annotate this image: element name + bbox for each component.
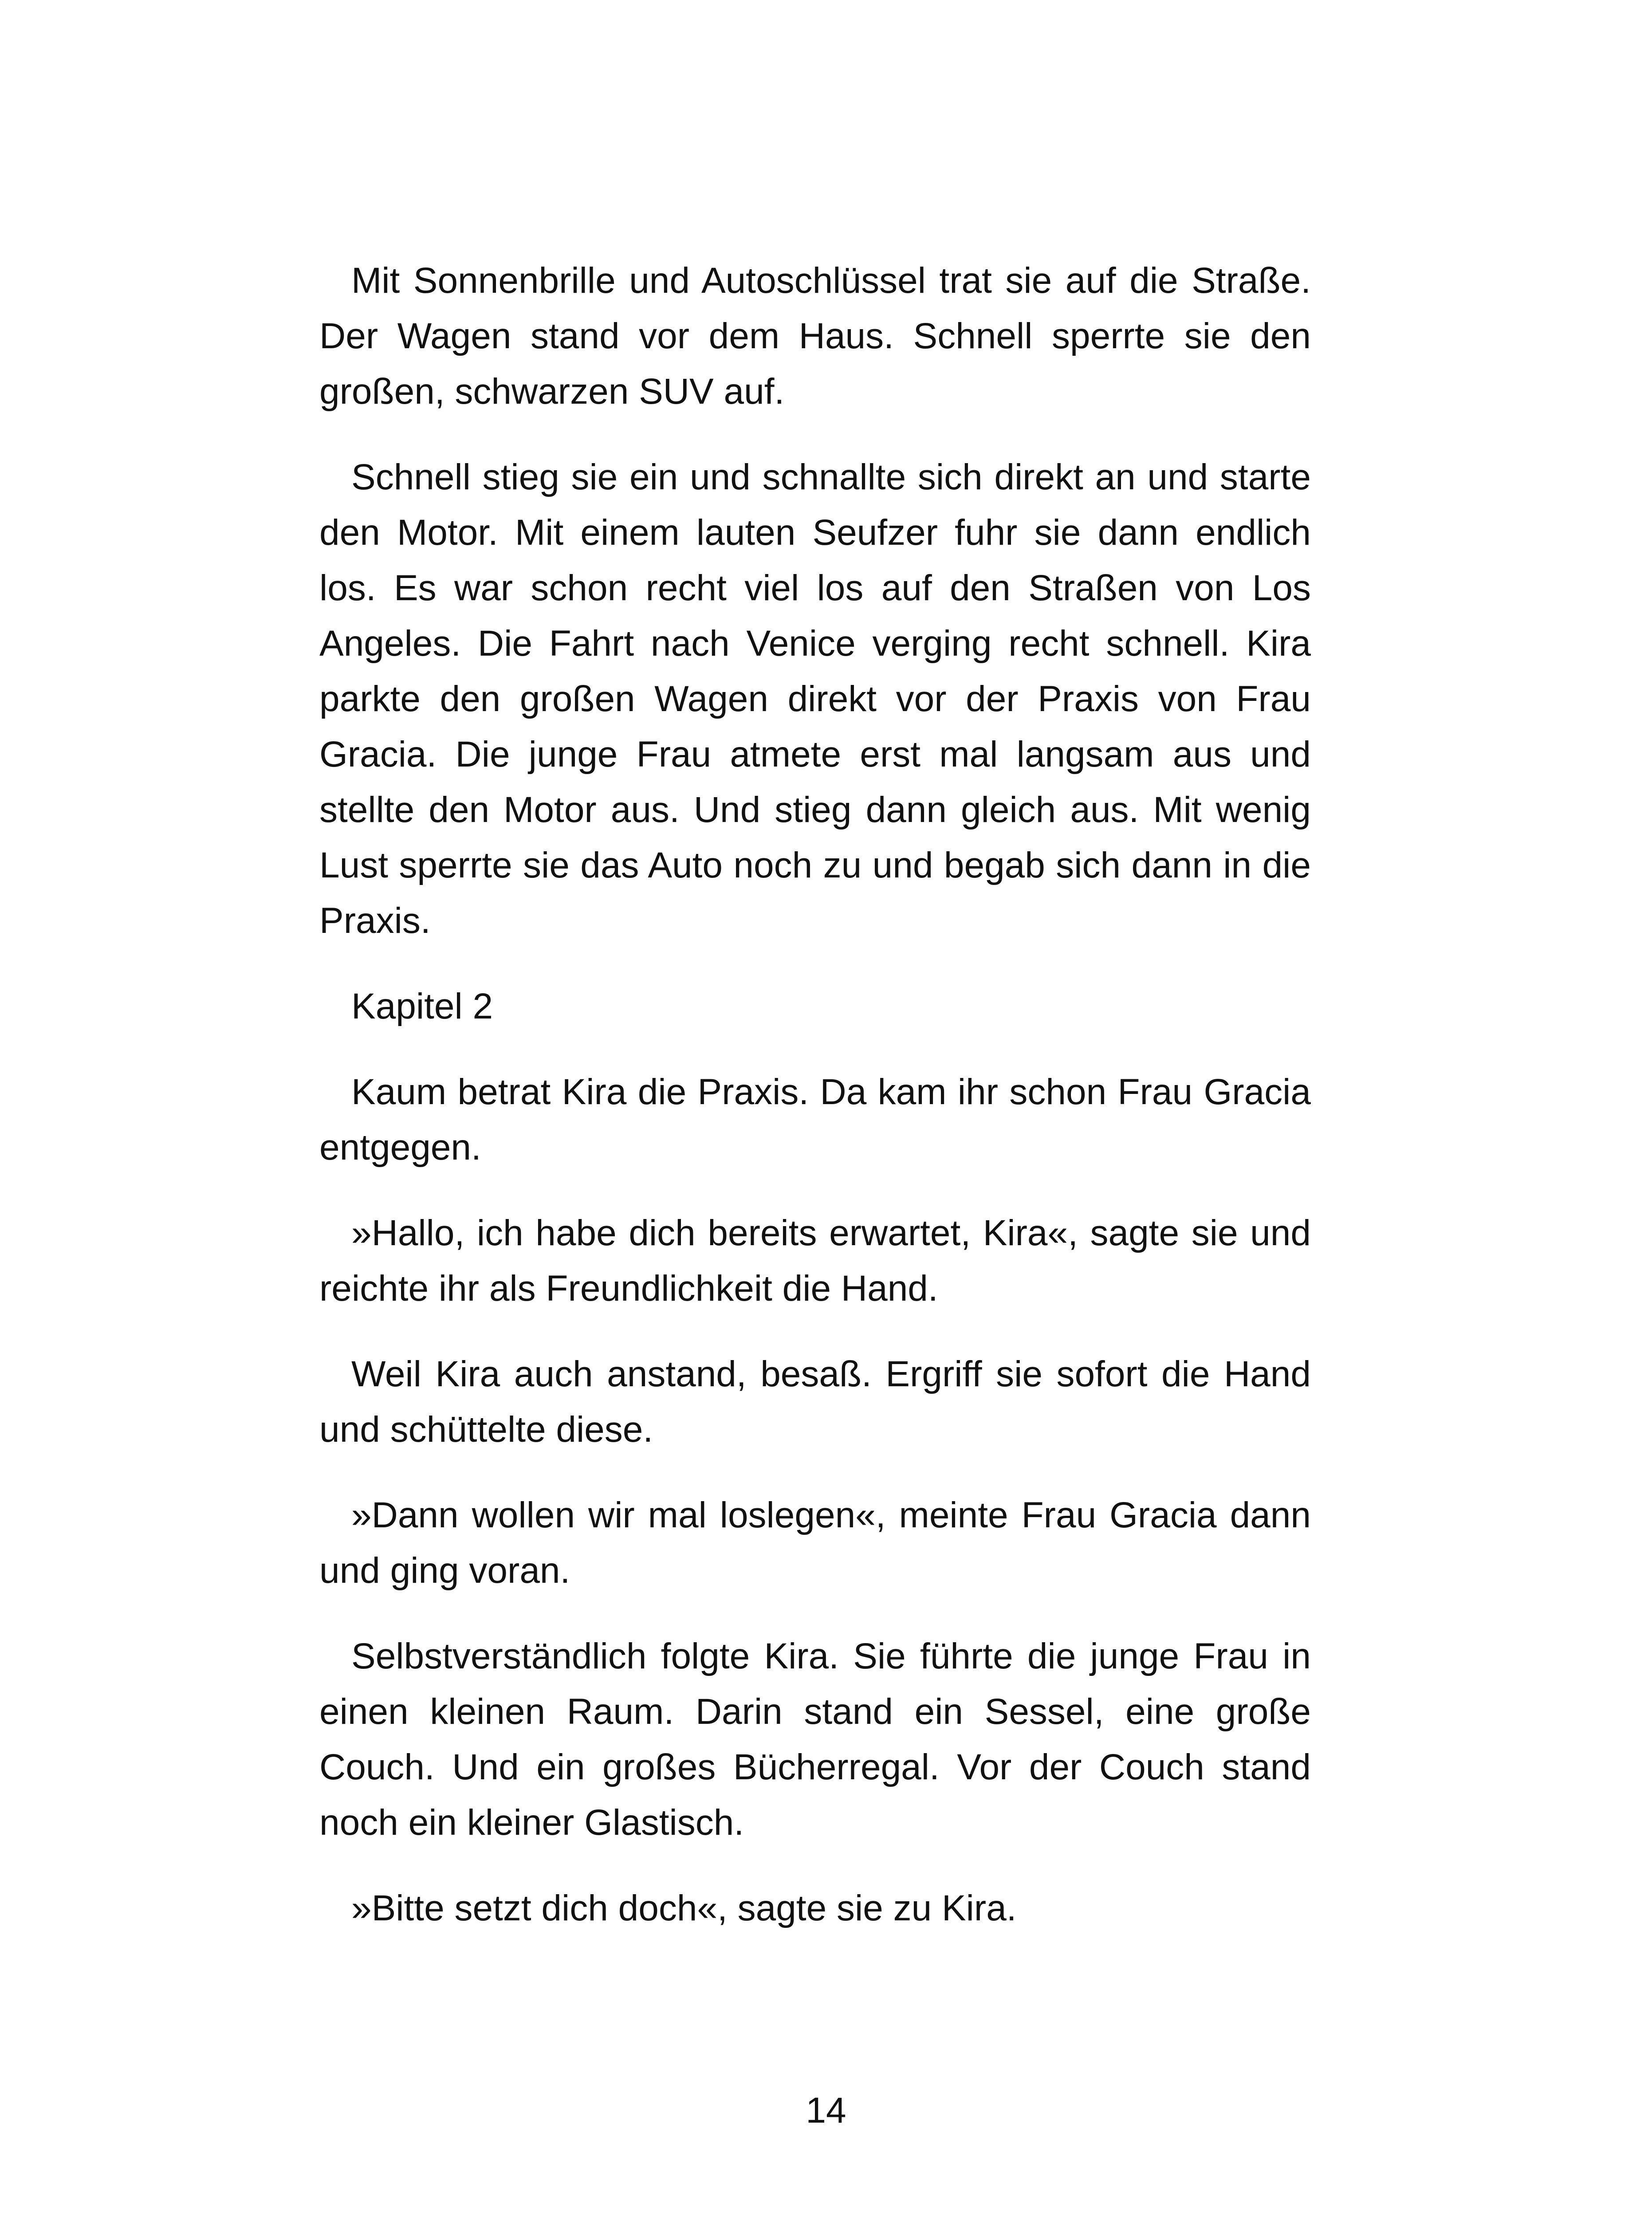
paragraph: »Dann wollen wir mal loslegen«, meinte Frau Gracia dann und ging voran. bbox=[319, 1495, 1311, 1591]
paragraph: »Bitte setzt dich doch«, sagte sie zu Kira. bbox=[351, 1888, 1017, 1928]
paragraph: Weil Kira auch anstand, besaß. Ergriff sie sofort die Hand und schüttelte diese. bbox=[319, 1354, 1311, 1450]
body-text bbox=[319, 253, 1311, 1966]
paragraph: »Hallo, ich habe dich bereits erwartet, Kira«, sagte sie und reichte ihr als Freundlichkeit die Hand. bbox=[319, 1213, 1311, 1309]
paragraph: Selbstverständlich folgte Kira. Sie führte die junge Frau in einen kleinen Raum. Darin stand ein Sessel, eine große Couch. Und ein großes Bücherregal. Vor der Couch stand noch ein kleiner Glastisch. bbox=[319, 1636, 1311, 1843]
page-number: 14 bbox=[806, 2090, 846, 2131]
chapter-heading: Kapitel 2 bbox=[351, 986, 493, 1026]
paragraph: Mit Sonnenbrille und Autoschlüssel trat sie auf die Straße. Der Wagen stand vor dem Haus. Schnell sperrte sie den großen, schwarzen SUV auf. bbox=[319, 260, 1311, 412]
paragraph: Schnell stieg sie ein und schnallte sich direkt an und starte den Motor. Mit einem lauten Seufzer fuhr sie dann endlich los. Es war schon recht viel los auf den Straßen von Los Angeles. Die Fahrt nach Venice verging recht schnell. Kira parkte den großen Wagen direkt vor der Praxis von Frau Gracia. Die junge Frau atmete erst mal langsam aus und stellte den Motor aus. Und stieg dann gleich aus. Mit wenig Lust sperrte sie das Auto noch zu und begab sich dann in die Praxis. bbox=[319, 457, 1311, 941]
paragraph: Kaum betrat Kira die Praxis. Da kam ihr schon Frau Gracia entgegen. bbox=[319, 1072, 1311, 1168]
